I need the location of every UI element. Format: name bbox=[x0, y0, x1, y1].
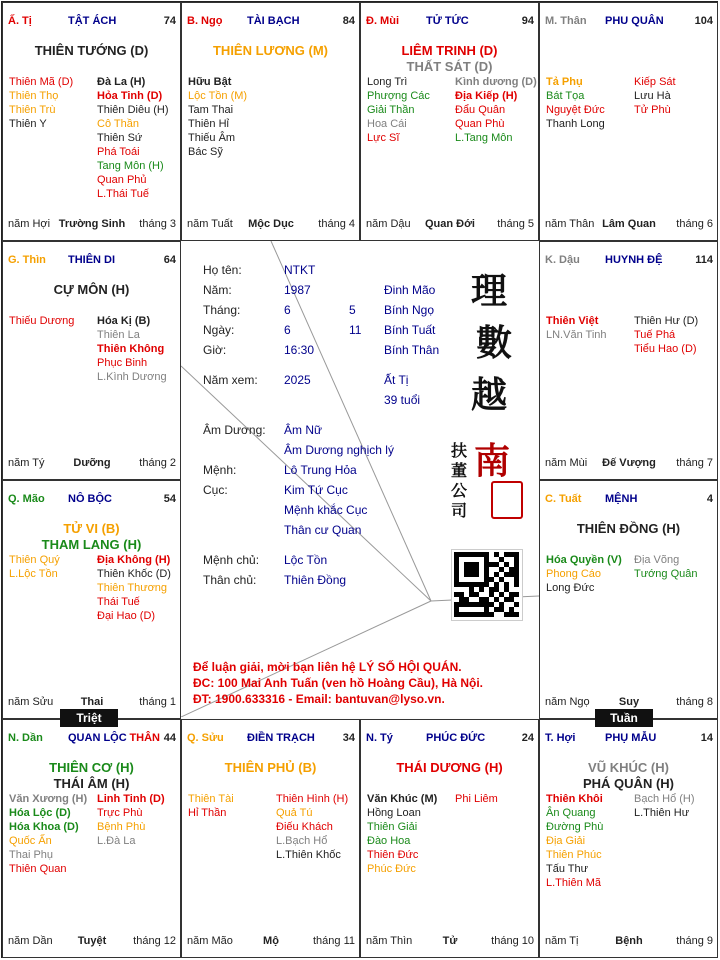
thang-value: 6 bbox=[284, 303, 291, 317]
star-item: Kình dương (D) bbox=[455, 76, 537, 88]
main-star: TỬ VI (B) bbox=[63, 521, 120, 536]
than-chu-label: Thân chủ: bbox=[203, 573, 257, 587]
footer-stage: Tuyệt bbox=[77, 935, 107, 947]
star-item: Đẩu Quân bbox=[455, 104, 506, 116]
footer-stage: Mộc Dục bbox=[248, 218, 294, 230]
star-item: Địa Không (H) bbox=[97, 554, 171, 566]
star-item: Đại Hao (D) bbox=[97, 610, 156, 622]
star-item: Thiếu Dương bbox=[9, 315, 75, 327]
palace-number: 54 bbox=[163, 493, 176, 505]
star-item: Thiên Diêu (H) bbox=[97, 104, 169, 116]
right-stars bbox=[97, 75, 169, 201]
footer-month: tháng 8 bbox=[676, 696, 713, 708]
star-item: Tuế Phá bbox=[634, 329, 676, 341]
calligraphy-small-3: 公 bbox=[451, 481, 468, 500]
star-item: Thiên Thương bbox=[97, 582, 168, 594]
ngay-can: Bính Tuất bbox=[384, 323, 436, 337]
right-stars bbox=[455, 792, 498, 806]
footer-stage: Quan Đới bbox=[425, 218, 475, 230]
palace-header bbox=[187, 15, 355, 29]
left-stars bbox=[188, 792, 234, 820]
right-stars bbox=[634, 314, 698, 356]
main-star: THAM LANG (H) bbox=[41, 537, 142, 552]
star-item: Hóa Khoa (D) bbox=[9, 821, 79, 833]
palace-number: 74 bbox=[163, 15, 176, 27]
palace-can-chi: N. Dần bbox=[8, 732, 43, 744]
star-item: Thiên Đức bbox=[367, 849, 419, 861]
star-item: Thiên Quan bbox=[9, 863, 67, 875]
star-item: L.Lộc Tồn bbox=[9, 568, 58, 580]
palace-than bbox=[539, 2, 718, 241]
palace-footer bbox=[187, 218, 355, 232]
palace-footer bbox=[545, 218, 713, 232]
ho-ten-value: NTKT bbox=[284, 263, 316, 277]
than-chu-value: Thiên Đồng bbox=[284, 573, 347, 587]
palace-name: TÀI BẠCH bbox=[247, 15, 300, 27]
palace-number: 94 bbox=[521, 15, 534, 27]
star-item: L.Thiên Mã bbox=[546, 877, 602, 889]
am-duong-value: Âm Nữ bbox=[284, 423, 323, 437]
palace-mao bbox=[2, 480, 181, 719]
red-seal-icon bbox=[491, 481, 523, 519]
footer-stage: Dưỡng bbox=[73, 457, 111, 469]
star-item: Tướng Quân bbox=[634, 568, 698, 580]
star-item: Bạch Hổ (H) bbox=[634, 793, 695, 805]
palace-header bbox=[187, 732, 355, 746]
palace-mui bbox=[360, 2, 539, 241]
star-item: Linh Tinh (D) bbox=[97, 793, 165, 805]
star-item: Thiên Hỉ bbox=[188, 118, 229, 130]
palace-hoi bbox=[539, 719, 718, 958]
main-star: THÁI ÂM (H) bbox=[53, 776, 130, 791]
star-item: Văn Khúc (M) bbox=[367, 793, 438, 805]
cuc-label: Cục: bbox=[203, 483, 228, 497]
star-item: Thanh Long bbox=[546, 118, 605, 130]
star-item: Phi Liêm bbox=[455, 793, 498, 805]
calligraphy-char-3: 越 bbox=[471, 374, 508, 416]
footer-month: tháng 3 bbox=[139, 218, 176, 230]
palace-can-chi: B. Ngọ bbox=[187, 15, 223, 27]
am-duong-note: Âm Dương nghịch lý bbox=[284, 443, 394, 457]
main-star: THÁI DƯƠNG (H) bbox=[396, 760, 503, 775]
palace-name: NÔ BỘC bbox=[68, 493, 112, 505]
nam-can: Đinh Mão bbox=[384, 283, 436, 297]
footer-year: năm Thìn bbox=[366, 935, 413, 947]
palace-number: 104 bbox=[694, 15, 713, 27]
footer-month: tháng 5 bbox=[497, 218, 534, 230]
palace-header bbox=[545, 254, 713, 268]
star-item: Thiên Tài bbox=[188, 793, 234, 805]
palace-footer bbox=[8, 696, 176, 710]
nam-value: 1987 bbox=[284, 283, 311, 297]
left-stars bbox=[546, 314, 607, 342]
palace-name: QUAN LỘC bbox=[68, 732, 127, 744]
footer-year: năm Tý bbox=[8, 457, 45, 469]
ngay-value: 6 bbox=[284, 323, 291, 337]
star-item: Thiếu Âm bbox=[188, 132, 236, 144]
palace-header bbox=[8, 254, 176, 268]
star-item: Hóa Lộc (D) bbox=[9, 807, 71, 819]
footer-stage: Bệnh bbox=[615, 935, 643, 947]
palace-tuat bbox=[539, 480, 718, 719]
star-item: Bát Tọa bbox=[546, 90, 585, 102]
contact-line-1: Để luận giải, mời bạn liên hệ LÝ SỐ HỘI QUÁN. bbox=[193, 660, 462, 674]
star-item: Đào Hoa bbox=[367, 835, 411, 847]
palace-dan bbox=[2, 719, 181, 958]
star-item: Hỉ Thần bbox=[188, 807, 227, 819]
palace-number: 84 bbox=[342, 15, 355, 27]
star-item: Văn Xương (H) bbox=[9, 793, 88, 805]
qr-code-icon bbox=[451, 549, 523, 621]
palace-name: THIÊN DI bbox=[68, 254, 116, 266]
left-stars bbox=[9, 314, 74, 328]
footer-stage: Mộ bbox=[263, 935, 279, 947]
left-stars bbox=[9, 792, 87, 876]
footer-stage: Tử bbox=[442, 935, 458, 947]
star-item: L.Bạch Hổ bbox=[276, 835, 328, 847]
palace-number: 114 bbox=[695, 254, 713, 266]
nam-xem-label: Năm xem: bbox=[203, 373, 258, 387]
footer-month: tháng 11 bbox=[312, 935, 355, 947]
cuc-value: Kim Tứ Cục bbox=[284, 483, 348, 497]
star-item: Hóa Quyền (V) bbox=[546, 554, 622, 566]
tuan-badge: Tuần bbox=[595, 709, 653, 727]
palace-header bbox=[8, 15, 176, 29]
star-item: Lưu Hà bbox=[634, 90, 671, 102]
calligraphy-char-4: 南 bbox=[474, 440, 511, 482]
star-item: Đà La (H) bbox=[97, 76, 146, 88]
footer-year: năm Sửu bbox=[8, 696, 54, 708]
menh-value: Lô Trung Hỏa bbox=[284, 463, 357, 477]
palace-footer bbox=[8, 935, 176, 949]
star-item: Lực Sĩ bbox=[367, 132, 400, 144]
star-item: L.Thiên Hư bbox=[634, 807, 690, 819]
palace-name: TẬT ÁCH bbox=[68, 15, 117, 27]
star-item: Quan Phủ bbox=[97, 174, 147, 186]
palace-can-chi: Đ. Mùi bbox=[366, 15, 399, 27]
star-item: Trực Phù bbox=[97, 807, 143, 819]
calligraphy-char-1: 理 bbox=[471, 270, 508, 312]
star-item: Hữu Bật bbox=[188, 76, 232, 88]
star-item: Thiên Phúc bbox=[546, 849, 602, 861]
palace-header bbox=[366, 15, 534, 29]
palace-name: ĐIỀN TRẠCH bbox=[247, 732, 315, 744]
star-item: Địa Kiếp (H) bbox=[455, 90, 518, 102]
star-item: Thiên Hư (D) bbox=[634, 315, 699, 327]
star-item: L.Thiên Khốc bbox=[276, 849, 341, 861]
palace-footer bbox=[8, 457, 176, 471]
main-star: THIÊN PHỦ (B) bbox=[224, 760, 317, 775]
main-star: THIÊN LƯƠNG (M) bbox=[212, 43, 329, 58]
left-stars bbox=[9, 553, 60, 581]
star-item: Thiên Sứ bbox=[97, 132, 143, 144]
contact-info bbox=[193, 659, 538, 707]
star-item: Nguyệt Đức bbox=[546, 104, 605, 116]
footer-year: năm Mão bbox=[187, 935, 233, 947]
star-item: Hoa Cái bbox=[367, 118, 407, 130]
palace-footer bbox=[366, 935, 534, 949]
footer-month: tháng 1 bbox=[139, 696, 176, 708]
footer-year: năm Tuất bbox=[187, 218, 233, 230]
footer-month: tháng 12 bbox=[133, 935, 176, 947]
star-item: Địa Giải bbox=[546, 835, 586, 847]
palace-number: 24 bbox=[521, 732, 534, 744]
star-item: Tam Thai bbox=[188, 104, 234, 116]
ho-ten-label: Họ tên: bbox=[203, 263, 242, 277]
star-item: Phá Toái bbox=[97, 146, 140, 158]
star-item: Đường Phù bbox=[546, 821, 604, 833]
menh-label: Mệnh: bbox=[203, 463, 237, 477]
thang-can: Bính Ngọ bbox=[384, 303, 435, 317]
star-item: Kiếp Sát bbox=[634, 76, 676, 88]
left-stars bbox=[367, 75, 430, 145]
star-item: Thiên Y bbox=[9, 118, 47, 130]
thang-label: Tháng: bbox=[203, 303, 241, 317]
left-stars bbox=[9, 75, 73, 131]
footer-year: năm Mùi bbox=[545, 457, 588, 469]
palace-footer bbox=[8, 218, 176, 232]
gio-can: Bính Thân bbox=[384, 343, 440, 357]
palace-name: MỆNH bbox=[605, 493, 638, 505]
star-item: Hóa Kị (B) bbox=[97, 315, 151, 327]
star-item: Thiên Việt bbox=[546, 315, 599, 327]
footer-year: năm Hợi bbox=[8, 218, 51, 230]
footer-stage: Trường Sinh bbox=[58, 218, 126, 230]
ngay-label: Ngày: bbox=[203, 323, 235, 337]
nam-xem-can: Ất Tị bbox=[384, 373, 409, 387]
tuoi-value: 39 tuổi bbox=[384, 393, 421, 407]
star-item: Lộc Tồn (M) bbox=[188, 90, 248, 102]
palace-name: HUYNH ĐỆ bbox=[605, 254, 663, 266]
palace-ti bbox=[2, 2, 181, 241]
palace-can-chi: M. Thân bbox=[545, 15, 587, 27]
star-item: Tử Phù bbox=[634, 104, 671, 116]
footer-year: năm Ngọ bbox=[545, 696, 590, 708]
right-stars bbox=[634, 792, 695, 820]
palace-footer bbox=[545, 457, 713, 471]
right-stars bbox=[276, 792, 348, 862]
star-item: Tả Phụ bbox=[546, 76, 583, 88]
star-item: L.Thái Tuế bbox=[97, 188, 149, 200]
star-item: Điếu Khách bbox=[276, 821, 333, 833]
right-stars bbox=[97, 553, 171, 623]
star-item: LN.Văn Tinh bbox=[546, 329, 607, 341]
palace-footer bbox=[366, 218, 534, 232]
star-item: Thai Phụ bbox=[9, 849, 54, 861]
star-item: Ân Quang bbox=[546, 807, 596, 819]
palace-header bbox=[8, 732, 176, 746]
star-item: Thái Tuế bbox=[97, 596, 140, 608]
palace-number: 44 bbox=[163, 732, 176, 744]
star-item: Phượng Các bbox=[367, 90, 430, 102]
star-item: L.Tang Môn bbox=[455, 132, 513, 144]
than-marker: THÂN bbox=[129, 732, 160, 744]
calligraphy-small-2: 董 bbox=[451, 461, 468, 480]
star-item: Quả Tú bbox=[276, 807, 313, 819]
star-item: L.Kình Dương bbox=[97, 371, 167, 383]
footer-stage: Suy bbox=[618, 696, 640, 708]
palace-footer bbox=[187, 935, 355, 949]
star-item: Thiên Quý bbox=[9, 554, 60, 566]
footer-stage: Thai bbox=[80, 696, 104, 708]
left-stars bbox=[546, 553, 622, 595]
star-item: Long Đức bbox=[546, 582, 595, 594]
palace-number: 4 bbox=[706, 493, 713, 505]
right-stars bbox=[455, 75, 537, 145]
star-item: Thiên La bbox=[97, 329, 140, 341]
footer-month: tháng 4 bbox=[318, 218, 355, 230]
star-item: Tấu Thư bbox=[546, 863, 589, 875]
main-star: THIÊN TƯỚNG (D) bbox=[34, 43, 149, 58]
footer-month: tháng 9 bbox=[676, 935, 713, 947]
menh-chu-value: Lộc Tồn bbox=[284, 553, 328, 567]
right-stars bbox=[634, 75, 676, 117]
palace-header bbox=[545, 15, 713, 29]
palace-can-chi: G. Thìn bbox=[8, 254, 46, 266]
right-stars bbox=[97, 792, 165, 848]
triet-badge: Triệt bbox=[60, 709, 118, 727]
star-item: Thiên Khốc (D) bbox=[97, 568, 171, 580]
star-item: Quan Phù bbox=[455, 118, 505, 130]
star-item: Thiên Mã (D) bbox=[9, 76, 74, 88]
left-stars bbox=[546, 792, 603, 890]
palace-name: TỬ TỨC bbox=[426, 15, 469, 27]
nam-label: Năm: bbox=[203, 283, 232, 297]
palace-suu bbox=[181, 719, 360, 958]
star-item: Phúc Đức bbox=[367, 863, 416, 875]
star-item: Tang Môn (H) bbox=[97, 160, 164, 172]
info-panel bbox=[181, 241, 539, 717]
main-star: CỰ MÔN (H) bbox=[53, 282, 130, 297]
palace-thin bbox=[2, 241, 181, 480]
footer-month: tháng 7 bbox=[676, 457, 713, 469]
right-stars bbox=[634, 553, 698, 581]
contact-line-3: ĐT: 1900.633316 - Email: bantuvan@lyso.vn. bbox=[193, 692, 445, 706]
palace-ngo bbox=[181, 2, 360, 241]
palace-number: 64 bbox=[163, 254, 176, 266]
star-item: Tiểu Hao (D) bbox=[634, 343, 697, 355]
palace-name: PHÚC ĐỨC bbox=[426, 732, 486, 744]
calligraphy-small-1: 扶 bbox=[451, 441, 468, 460]
right-stars bbox=[97, 314, 167, 384]
palace-name: PHU QUÂN bbox=[605, 15, 664, 27]
left-stars bbox=[367, 792, 437, 876]
star-item: Địa Võng bbox=[634, 554, 680, 566]
star-item: Phong Cáo bbox=[546, 568, 602, 580]
gio-value: 16:30 bbox=[284, 343, 315, 357]
palace-number: 34 bbox=[342, 732, 355, 744]
footer-year: năm Tị bbox=[545, 935, 579, 947]
palace-footer bbox=[545, 696, 713, 710]
star-item: Thiên Hình (H) bbox=[276, 793, 349, 805]
footer-year: năm Dần bbox=[8, 935, 53, 947]
palace-dau bbox=[539, 241, 718, 480]
palace-name: PHỤ MẪU bbox=[605, 732, 657, 744]
am-duong-label: Âm Dương: bbox=[203, 423, 266, 437]
palace-ty bbox=[360, 719, 539, 958]
star-item: Bệnh Phù bbox=[97, 821, 146, 833]
star-item: Bác Sỹ bbox=[188, 146, 223, 158]
star-item: Cô Thần bbox=[97, 118, 139, 130]
star-item: Phục Binh bbox=[97, 357, 148, 369]
star-item: Long Trì bbox=[367, 76, 408, 88]
palace-can-chi: N. Tý bbox=[366, 732, 393, 744]
main-star: THIÊN CƠ (H) bbox=[49, 760, 134, 775]
contact-line-2: ĐC: 100 Mai Anh Tuấn (ven hồ Hoàng Cầu), Hà Nội. bbox=[193, 676, 484, 690]
thang-am: 5 bbox=[349, 303, 356, 317]
than-cu: Thân cư Quan bbox=[284, 523, 362, 537]
calligraphy-small-4: 司 bbox=[451, 501, 468, 520]
menh-chu-label: Mệnh chủ: bbox=[203, 553, 260, 567]
star-item: Thiên Không bbox=[97, 343, 165, 355]
main-star: THẤT SÁT (D) bbox=[406, 59, 493, 74]
calligraphy-char-2: 數 bbox=[476, 322, 513, 364]
palace-can-chi: T. Hợi bbox=[545, 732, 576, 744]
palace-can-chi: Q. Sửu bbox=[187, 732, 224, 744]
star-item: Hỏa Tinh (D) bbox=[97, 90, 163, 102]
footer-year: năm Thân bbox=[545, 218, 595, 230]
palace-header bbox=[366, 732, 534, 746]
left-stars bbox=[188, 75, 247, 159]
gio-label: Giờ: bbox=[203, 343, 227, 357]
cuc-note: Mệnh khắc Cục bbox=[284, 503, 368, 517]
star-item: Giải Thần bbox=[367, 104, 415, 116]
footer-year: năm Dậu bbox=[366, 218, 411, 230]
palace-header bbox=[545, 493, 713, 507]
star-item: Hồng Loan bbox=[367, 807, 421, 819]
palace-can-chi: C. Tuất bbox=[545, 493, 582, 505]
star-item: Thiên Thọ bbox=[9, 90, 59, 102]
palace-header bbox=[545, 732, 713, 746]
main-star: LIÊM TRINH (D) bbox=[401, 43, 498, 58]
footer-stage: Đế Vượng bbox=[602, 457, 656, 469]
main-star: PHÁ QUÂN (H) bbox=[583, 776, 674, 791]
star-item: Thiên Khôi bbox=[546, 793, 603, 805]
footer-month: tháng 2 bbox=[139, 457, 176, 469]
palace-header bbox=[8, 493, 176, 507]
star-item: Thiên Giải bbox=[367, 821, 418, 833]
star-item: Quốc Ấn bbox=[9, 835, 52, 847]
palace-can-chi: Q. Mão bbox=[8, 493, 45, 505]
palace-footer bbox=[545, 935, 713, 949]
palace-can-chi: Ấ. Tị bbox=[8, 15, 32, 27]
main-star: VŨ KHÚC (H) bbox=[588, 760, 669, 775]
left-stars bbox=[546, 75, 605, 131]
star-item: L.Đà La bbox=[97, 835, 136, 847]
footer-stage: Lâm Quan bbox=[602, 218, 656, 230]
palace-can-chi: K. Dậu bbox=[545, 254, 580, 266]
main-star: THIÊN ĐỒNG (H) bbox=[576, 521, 681, 536]
footer-month: tháng 6 bbox=[676, 218, 713, 230]
star-item: Thiên Trù bbox=[9, 104, 56, 116]
footer-month: tháng 10 bbox=[491, 935, 534, 947]
ngay-am: 11 bbox=[349, 323, 362, 337]
palace-number: 14 bbox=[700, 732, 713, 744]
nam-xem-value: 2025 bbox=[284, 373, 311, 387]
